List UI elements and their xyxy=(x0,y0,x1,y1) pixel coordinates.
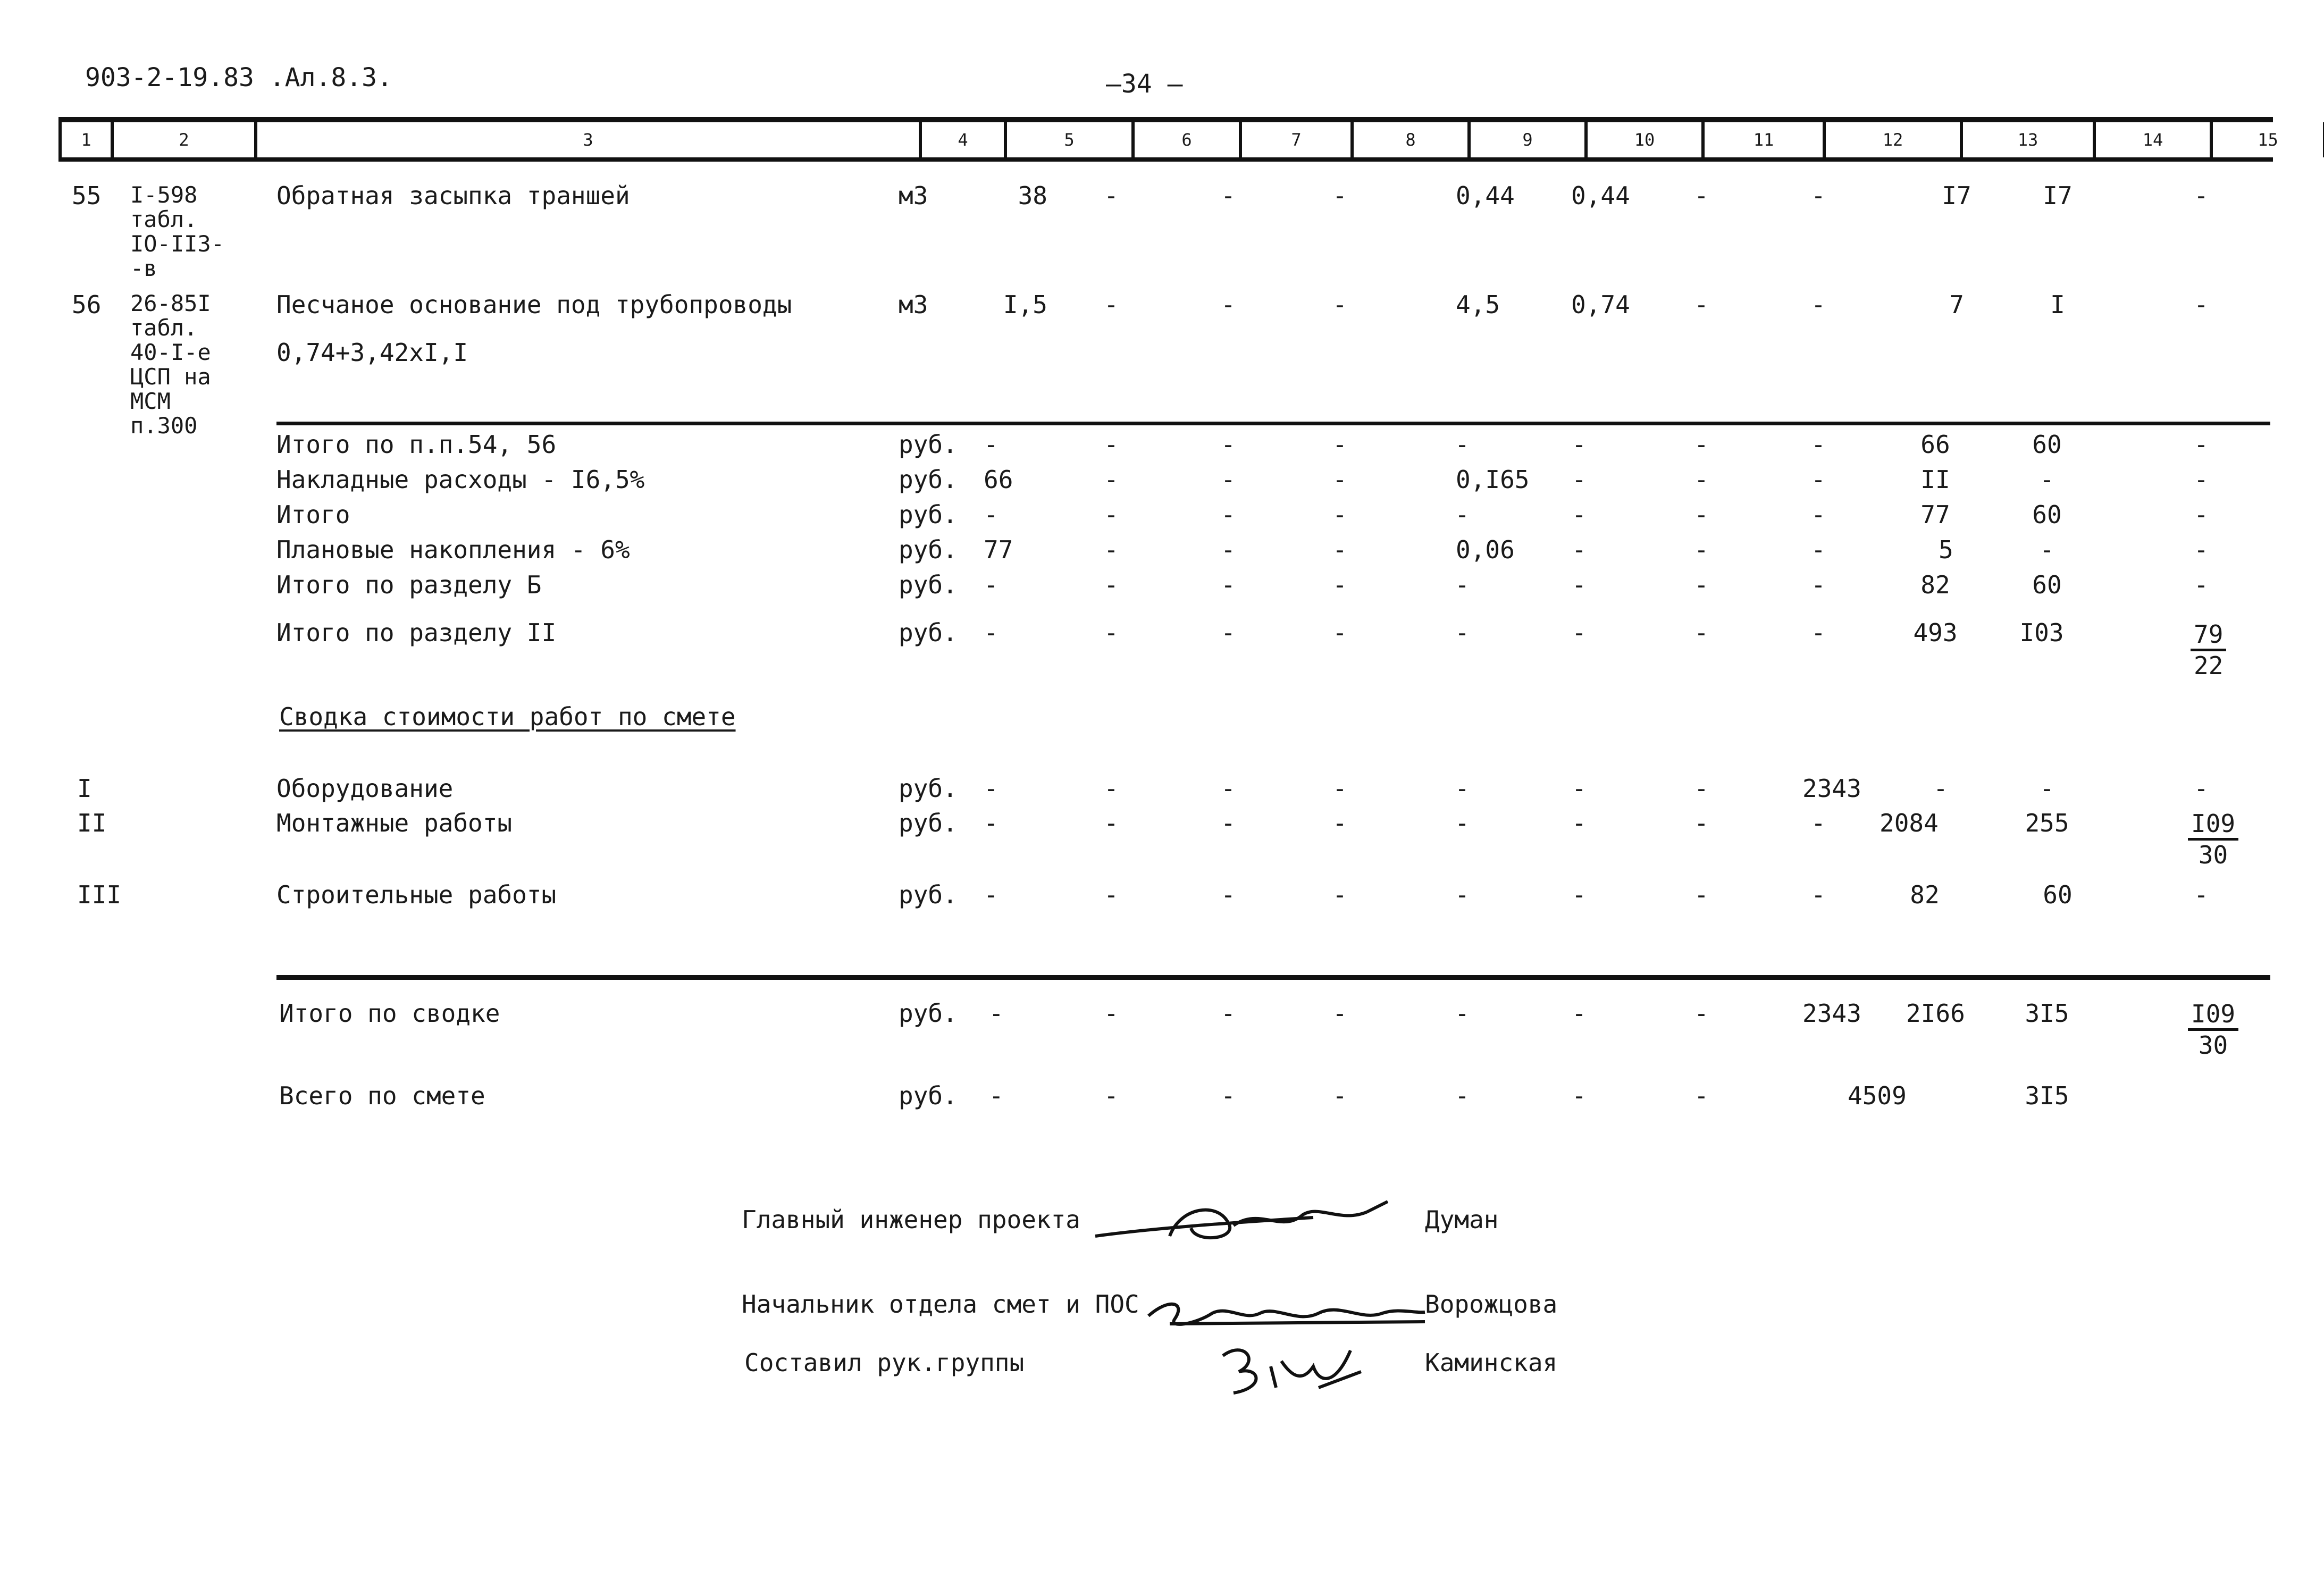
fraction-numerator: I09 xyxy=(2188,1000,2238,1031)
cell: - xyxy=(1104,999,1119,1028)
cell: 60 xyxy=(2032,430,2062,459)
summary-heading: Сводка стоимости работ по смете xyxy=(279,702,736,731)
signatory-name: Думан xyxy=(1425,1205,1499,1234)
row-label: Плановые накопления - 6% xyxy=(276,535,630,564)
norm-reference: I-598 табл. IO-II3- -в xyxy=(130,182,225,281)
cell: - xyxy=(1332,430,1347,459)
row-label: Итого xyxy=(276,500,350,529)
handwritten-signature xyxy=(1212,1334,1372,1404)
row-label: Строительные работы xyxy=(276,880,557,909)
row-label: Монтажные работы xyxy=(276,809,513,837)
column-header: 10 xyxy=(1584,122,1701,157)
item-formula: 0,74+3,42xI,I xyxy=(276,338,468,367)
cell: - xyxy=(1572,535,1587,564)
quantity: 38 xyxy=(1018,181,1047,210)
cell: - xyxy=(1455,500,1470,529)
item-number: 55 xyxy=(72,181,102,210)
cell: - xyxy=(2040,465,2054,494)
column-header: 14 xyxy=(2093,122,2210,157)
cell: - xyxy=(1221,880,1236,909)
cell: 66 xyxy=(1920,430,1950,459)
cell: - xyxy=(1811,535,1826,564)
row-label: Итого по разделу Б xyxy=(276,570,542,599)
cell: 60 xyxy=(2032,500,2062,529)
cell: - xyxy=(1104,465,1119,494)
cell: - xyxy=(1332,999,1347,1028)
roman-number: III xyxy=(77,880,122,909)
cell: - xyxy=(984,774,999,803)
cell: - xyxy=(1811,181,1826,210)
fraction-denominator: 30 xyxy=(2198,841,2228,869)
column-header: 9 xyxy=(1467,122,1584,157)
cell: - xyxy=(1455,999,1470,1028)
cell: - xyxy=(1221,290,1236,319)
cell: 4,5 xyxy=(1456,290,1500,319)
cell: - xyxy=(1694,181,1709,210)
document-code: 903-2-19.83 .Ал.8.3. xyxy=(85,63,392,93)
cell: - xyxy=(1221,570,1236,599)
divider xyxy=(276,975,2270,980)
cell: 0,I65 xyxy=(1456,465,1530,494)
column-header-row xyxy=(58,117,2278,162)
cell: - xyxy=(1332,181,1347,210)
cell: 60 xyxy=(2043,880,2073,909)
row-label: Итого по п.п.54, 56 xyxy=(276,430,557,459)
unit: руб. xyxy=(899,430,958,459)
cell: I03 xyxy=(2019,618,2064,647)
cell: - xyxy=(2194,570,2209,599)
cell: - xyxy=(1104,880,1119,909)
unit: руб. xyxy=(899,535,958,564)
cell: 5 xyxy=(1939,535,1953,564)
cell: 3I5 xyxy=(2025,1081,2069,1110)
cell: 82 xyxy=(1920,570,1950,599)
unit: руб. xyxy=(899,465,958,494)
cell: 2I66 xyxy=(1906,999,1965,1028)
cell: - xyxy=(1104,809,1119,837)
cell: - xyxy=(2040,535,2054,564)
cell: - xyxy=(1694,999,1709,1028)
cell: - xyxy=(984,809,999,837)
cell: - xyxy=(1572,465,1587,494)
column-header: 6 xyxy=(1131,122,1239,157)
cell: - xyxy=(1694,290,1709,319)
cell: - xyxy=(989,1081,1004,1110)
cell: - xyxy=(1811,880,1826,909)
cell: - xyxy=(1104,618,1119,647)
cell: - xyxy=(1572,618,1587,647)
quantity: I,5 xyxy=(1003,290,1047,319)
cell: 0,74 xyxy=(1571,290,1630,319)
cell: - xyxy=(984,500,999,529)
item-name: Песчаное основание под трубопроводы xyxy=(276,290,792,319)
cell: 60 xyxy=(2032,570,2062,599)
cell: - xyxy=(1332,570,1347,599)
cell: I7 xyxy=(1942,181,1971,210)
column-header: 1 xyxy=(58,122,111,157)
cell: - xyxy=(1933,774,1948,803)
cell: - xyxy=(1694,774,1709,803)
cell: - xyxy=(2194,535,2209,564)
cell: - xyxy=(1332,1081,1347,1110)
roman-number: I xyxy=(77,774,92,803)
cell: - xyxy=(1694,809,1709,837)
cell: - xyxy=(1332,618,1347,647)
cell: - xyxy=(1572,430,1587,459)
cell: - xyxy=(1455,570,1470,599)
cell: - xyxy=(2194,500,2209,529)
cell: - xyxy=(2194,430,2209,459)
cell: - xyxy=(1694,500,1709,529)
cell: - xyxy=(989,999,1004,1028)
cell: - xyxy=(1221,535,1236,564)
cell: - xyxy=(1455,774,1470,803)
cell: - xyxy=(1572,880,1587,909)
cell: 77 xyxy=(984,535,1013,564)
signature-role: Начальник отдела смет и ПОС xyxy=(742,1290,1139,1319)
unit: руб. xyxy=(899,570,958,599)
cell: 0,06 xyxy=(1456,535,1515,564)
cell: - xyxy=(1104,1081,1119,1110)
cell: - xyxy=(1332,290,1347,319)
handwritten-signature xyxy=(1138,1276,1436,1340)
cell: - xyxy=(1572,500,1587,529)
cell: - xyxy=(1221,1081,1236,1110)
unit: руб. xyxy=(899,999,958,1028)
fraction-cell xyxy=(2188,809,2238,870)
norm-reference: 26-85I табл. 40-I-е ЦСП на МСМ п.300 xyxy=(130,290,211,439)
cell: - xyxy=(2040,774,2054,803)
cell: - xyxy=(1104,535,1119,564)
cell: 2084 xyxy=(1880,809,1939,837)
cell: - xyxy=(1694,430,1709,459)
row-label: Итого по сводке xyxy=(279,999,500,1028)
column-header: 8 xyxy=(1350,122,1467,157)
cell: 0,44 xyxy=(1571,181,1630,210)
cell: - xyxy=(1572,809,1587,837)
signature-role: Составил рук.группы xyxy=(744,1348,1025,1377)
cell: - xyxy=(1572,774,1587,803)
fraction-numerator: 79 xyxy=(2191,620,2226,651)
cell: - xyxy=(1811,465,1826,494)
cell: - xyxy=(984,430,999,459)
fraction-denominator: 30 xyxy=(2198,1031,2228,1060)
unit: руб. xyxy=(899,1081,958,1110)
cell: - xyxy=(1694,570,1709,599)
cell: - xyxy=(1572,570,1587,599)
row-label: Итого по разделу II xyxy=(276,618,557,647)
cell: - xyxy=(1221,465,1236,494)
fraction-cell xyxy=(2188,1000,2238,1060)
cell: - xyxy=(1221,181,1236,210)
unit: м3 xyxy=(899,290,928,319)
row-label: Всего по смете xyxy=(279,1081,485,1110)
cell: - xyxy=(1332,880,1347,909)
signature-role: Главный инженер проекта xyxy=(742,1205,1080,1234)
cell: - xyxy=(1694,1081,1709,1110)
cell: - xyxy=(2194,774,2209,803)
unit: руб. xyxy=(899,774,958,803)
cell: - xyxy=(1455,1081,1470,1110)
cell: - xyxy=(1811,618,1826,647)
unit: руб. xyxy=(899,618,958,647)
column-header: 7 xyxy=(1239,122,1350,157)
column-header: 11 xyxy=(1701,122,1823,157)
cell: 7 xyxy=(1949,290,1964,319)
cell: - xyxy=(2194,290,2209,319)
cell: - xyxy=(1104,290,1119,319)
cell: - xyxy=(1221,999,1236,1028)
cell: - xyxy=(1811,809,1826,837)
cell: - xyxy=(2194,181,2209,210)
cell: - xyxy=(1811,430,1826,459)
cell: 82 xyxy=(1910,880,1940,909)
cell: 3I5 xyxy=(2025,999,2069,1028)
fraction-cell xyxy=(2191,620,2226,681)
cell: - xyxy=(1694,880,1709,909)
cell: - xyxy=(1694,465,1709,494)
cell: - xyxy=(1221,774,1236,803)
cell: - xyxy=(1572,1081,1587,1110)
row-label: Оборудование xyxy=(276,774,454,803)
cell: - xyxy=(1221,430,1236,459)
cell: - xyxy=(1221,618,1236,647)
column-header: 5 xyxy=(1004,122,1131,157)
cell: - xyxy=(1332,465,1347,494)
divider xyxy=(276,422,2270,425)
column-header: 12 xyxy=(1823,122,1960,157)
cell: 4509 xyxy=(1848,1081,1907,1110)
handwritten-signature xyxy=(1090,1186,1398,1255)
cell: - xyxy=(1104,430,1119,459)
column-header: 2 xyxy=(111,122,254,157)
cell: 66 xyxy=(984,465,1013,494)
cell: - xyxy=(984,618,999,647)
roman-number: II xyxy=(77,809,107,837)
cell: - xyxy=(1221,809,1236,837)
cell: - xyxy=(984,880,999,909)
cell: - xyxy=(1811,570,1826,599)
signatory-name: Каминская xyxy=(1425,1348,1558,1377)
cell: - xyxy=(1455,618,1470,647)
cell: - xyxy=(1694,618,1709,647)
row-label: Накладные расходы - I6,5% xyxy=(276,465,645,494)
cell: - xyxy=(1455,880,1470,909)
column-header: 15 xyxy=(2210,122,2324,157)
signatory-name: Ворожцова xyxy=(1425,1290,1558,1319)
cell: 2343 xyxy=(1802,999,1861,1028)
cell: 2343 xyxy=(1802,774,1861,803)
column-header: 13 xyxy=(1960,122,2093,157)
item-name: Обратная засыпка траншей xyxy=(276,181,630,210)
cell: 493 xyxy=(1913,618,1958,647)
unit: руб. xyxy=(899,880,958,909)
cell: - xyxy=(1455,430,1470,459)
cell: - xyxy=(1455,809,1470,837)
cell: - xyxy=(1332,500,1347,529)
cell: - xyxy=(2194,465,2209,494)
cell: - xyxy=(1811,290,1826,319)
cell: - xyxy=(984,570,999,599)
cell: - xyxy=(2194,880,2209,909)
column-header: 4 xyxy=(919,122,1004,157)
cell: - xyxy=(1332,535,1347,564)
item-number: 56 xyxy=(72,290,102,319)
cell: - xyxy=(1572,999,1587,1028)
cell: - xyxy=(1694,535,1709,564)
fraction-denominator: 22 xyxy=(2194,651,2224,680)
cell: - xyxy=(1104,774,1119,803)
cell: I xyxy=(2050,290,2065,319)
cell: II xyxy=(1920,465,1950,494)
unit: м3 xyxy=(899,181,928,210)
cell: - xyxy=(1104,570,1119,599)
unit: руб. xyxy=(899,500,958,529)
cell: - xyxy=(1811,500,1826,529)
cell: I7 xyxy=(2043,181,2073,210)
column-header: 3 xyxy=(254,122,919,157)
cell: 255 xyxy=(2025,809,2069,837)
unit: руб. xyxy=(899,809,958,837)
cell: - xyxy=(1221,500,1236,529)
cell: - xyxy=(1332,774,1347,803)
cell: - xyxy=(1332,809,1347,837)
page-number: —34 — xyxy=(1106,69,1183,99)
fraction-numerator: I09 xyxy=(2188,809,2238,841)
cell: - xyxy=(1104,181,1119,210)
cell: 0,44 xyxy=(1456,181,1515,210)
cell: - xyxy=(1104,500,1119,529)
cell: 77 xyxy=(1920,500,1950,529)
